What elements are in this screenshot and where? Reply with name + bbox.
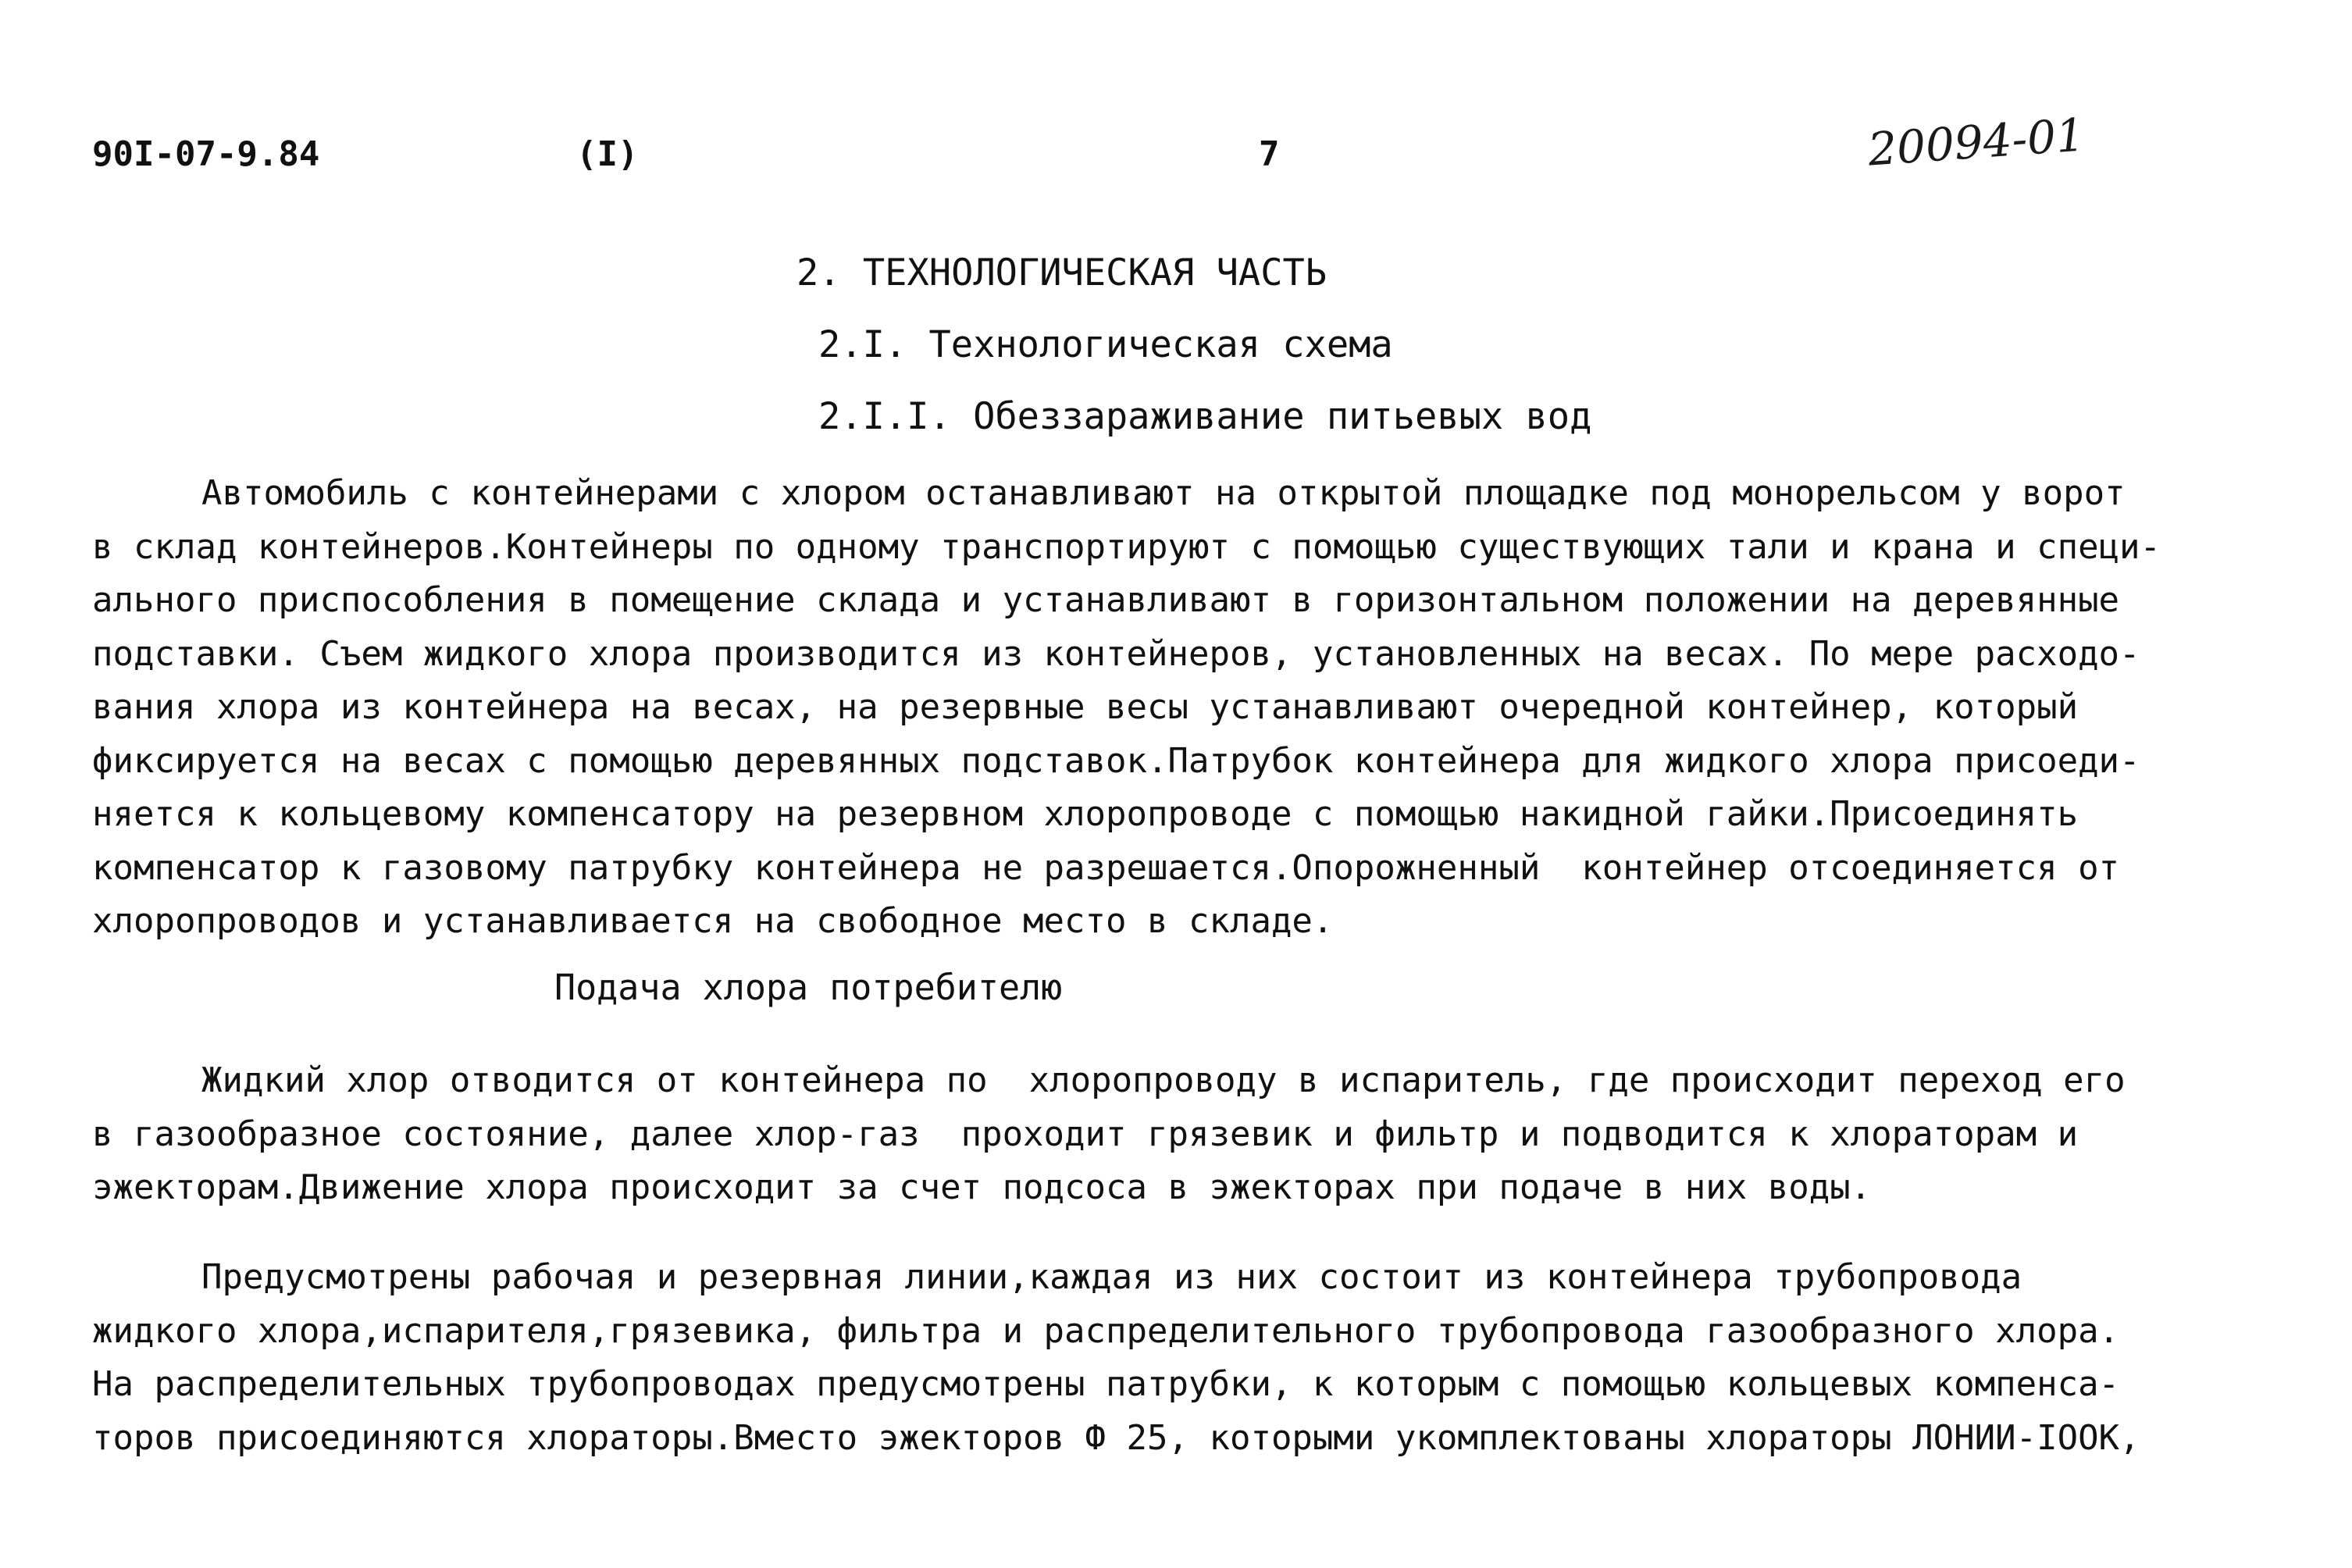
paragraph-line: Жидкий хлор отводится от контейнера по хлоропроводу в испаритель, где происходит переход его bbox=[201, 1060, 2126, 1100]
handwritten-archive-number: 20094-01 bbox=[1866, 108, 2087, 176]
paragraph-line: жидкого хлора,испарителя,грязевика, фильтра и распределительного трубопровода газообразного хлора. bbox=[92, 1310, 2120, 1351]
paragraph-line: ального приспособления в помещение склада и устанавливают в горизонтальном положении на деревянные bbox=[92, 580, 2120, 620]
paragraph-line: в склад контейнеров.Контейнеры по одному транспортируют с помощью существующих тали и крана и специ- bbox=[92, 526, 2161, 567]
paragraph-container-supply bbox=[92, 1054, 2263, 1215]
paragraph-line: Предусмотрены рабочая и резервная линии,каждая из них состоит из контейнера трубопровода bbox=[201, 1257, 2022, 1297]
paragraph-line: хлоропроводов и устанавливается на свободное место в складе. bbox=[92, 901, 1334, 941]
paragraph-container-lines bbox=[92, 1251, 2263, 1465]
subsubsection-title: 2.I.I. Обеззараживание питьевых вод bbox=[818, 395, 1592, 438]
paragraph-line: няется к кольцевому компенсатору на резервном хлоропроводе с помощью накидной гайки.Присоединять bbox=[92, 794, 2079, 834]
paragraph-line: торов присоединяются хлораторы.Вместо эжекторов Ф 25, которыми укомплектованы хлораторы ЛОНИИ-IOOК, bbox=[92, 1417, 2140, 1458]
paragraph-line: компенсатор к газовому патрубку контейнера не разрешается.Опорожненный контейнер отсоединяется от bbox=[92, 847, 2120, 888]
subheading-chlorine-supply: Подача хлора потребителю bbox=[554, 967, 1063, 1008]
paragraph-line: в газообразное состояние, далее хлор-газ проходит грязевик и фильтр и подводится к хлораторам и bbox=[92, 1114, 2079, 1154]
subsection-title: 2.I. Технологическая схема bbox=[818, 323, 1393, 366]
section-title: 2. ТЕХНОЛОГИЧЕСКАЯ ЧАСТЬ bbox=[796, 251, 1327, 294]
paragraph-line: вания хлора из контейнера на весах, на резервные весы устанавливают очередной контейнер, который bbox=[92, 687, 2079, 727]
paragraph-container-storage bbox=[92, 467, 2263, 949]
document-code: 90I-07-9.84 bbox=[92, 134, 320, 174]
sheet-number: (I) bbox=[576, 134, 639, 174]
paragraph-line: эжекторам.Движение хлора происходит за счет подсоса в эжекторах при подаче в них воды. bbox=[92, 1167, 1872, 1207]
paragraph-line: подставки. Съем жидкого хлора производится из контейнеров, установленных на весах. По мере расходо- bbox=[92, 633, 2140, 674]
paragraph-line: Автомобиль с контейнерами с хлором останавливают на открытой площадке под монорельсом у ворот bbox=[201, 473, 2126, 513]
paragraph-line: На распределительных трубопроводах предусмотрены патрубки, к которым с помощью кольцевых компенса- bbox=[92, 1364, 2120, 1404]
page-number: 7 bbox=[1259, 134, 1280, 174]
paragraph-line: фиксируется на весах с помощью деревянных подставок.Патрубок контейнера для жидкого хлора присоеди- bbox=[92, 740, 2140, 781]
